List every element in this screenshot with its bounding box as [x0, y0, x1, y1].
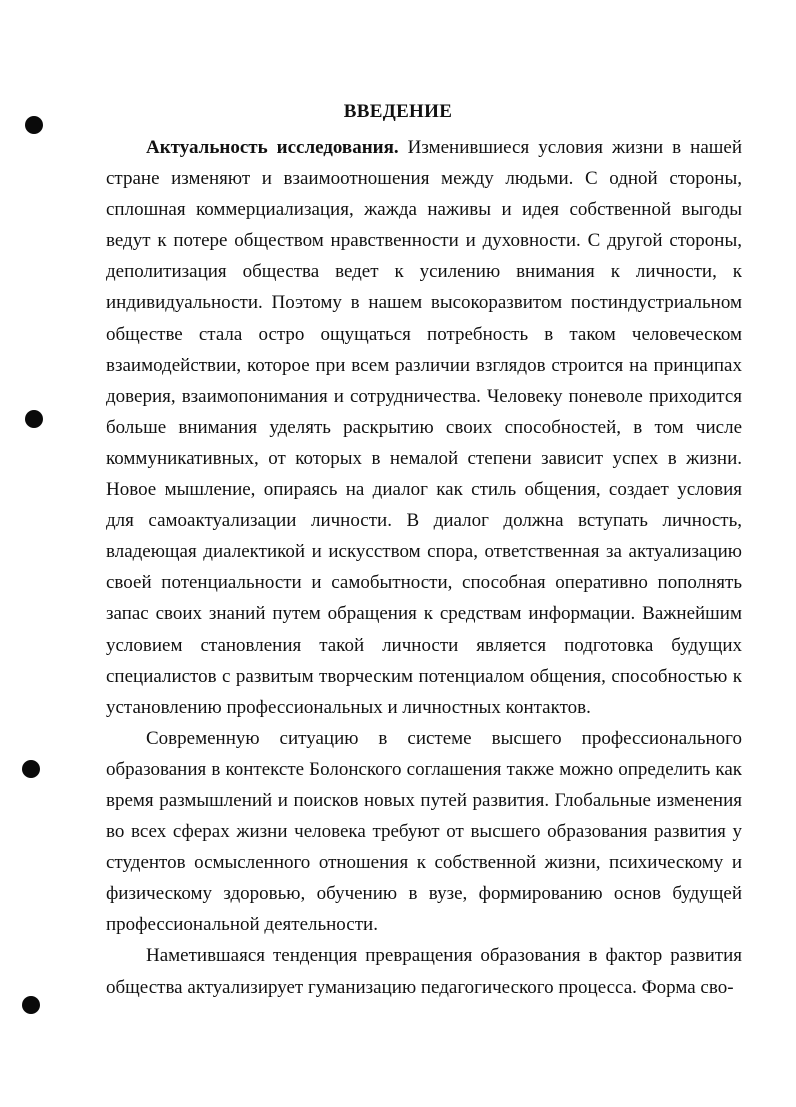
document-body	[106, 132, 742, 1003]
paragraph-relevance	[106, 132, 742, 723]
binder-hole	[22, 996, 40, 1014]
paragraph-humanization: Наметившаяся тенденция превращения образования в фактор развития общества актуализирует гуманизацию педагогического процесса. Форма сво-	[106, 945, 742, 998]
binder-hole	[25, 410, 43, 428]
paragraph-text: Изменившиеся условия жизни в нашей стране изменяют и взаимоотношения между людьми. С одной стороны, сплошная коммерциализация, жажда наживы и идея собственной выгоды ведут к потере обществом нравственности и духовности. С другой стороны, деполитизация общества ведет к усилению внимания к личности, к индивидуальности. Поэтому в нашем высокоразвитом постиндустриальном обществе стала остро ощущаться потребность в таком человеческом взаимодействии, которое при всем различии взглядов строится на принципах доверия, взаимопонимания и сотрудничества. Человеку поневоле приходится больше внимания уделять раскрытию своих способностей, в том числе коммуникативных, от которых в немалой степени зависит успех в жизни. Новое мышление, опираясь на диалог как стиль общения, создает условия для самоактуализации личности. В диалог должна вступать личность, владеющая диалектикой и искусством спора, ответственная за актуализацию своей потенциальности и самобытности, способная оперативно пополнять запас своих знаний путем обращения к средствам информации. Важнейшим условием становления такой личности является подготовка будущих специалистов с развитым творческим потенциалом общения, способностью к установлению профессиональных и личностных контактов.	[106, 137, 742, 718]
page-title: ВВЕДЕНИЕ	[343, 101, 453, 122]
paragraph-bologna: Современную ситуацию в системе высшего профессионального образования в контексте Болонского соглашения также можно определить как время размышлений и поисков новых путей развития. Глобальные изменения во всех сферах жизни человека требуют от высшего образования развития у студентов осмысленного отношения к собственной жизни, психическому и физическому здоровью, обучению в вузе, формированию основ будущей профессиональной деятельности.	[106, 727, 742, 936]
binder-hole	[22, 760, 40, 778]
paragraph-lead: Актуальность исследования.	[146, 137, 399, 158]
